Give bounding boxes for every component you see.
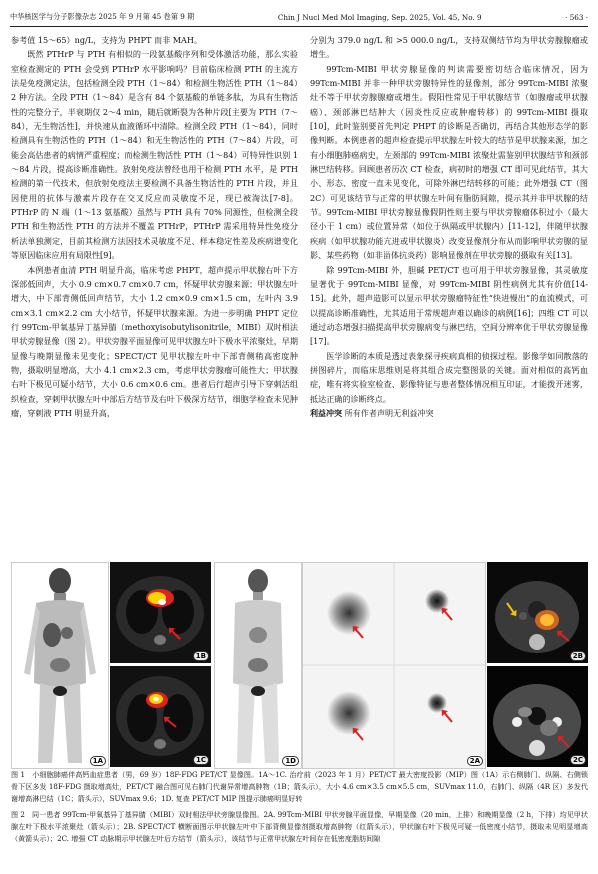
paragraph: 医学诊断的本质是透过表象探寻疾病真相的侦探过程。影像学如同散落的拼图碎片，而临床思维则是将其组合成完整图景的关键。面对相似的高钙血症，唯有将实验室检查、影像特征与患者整体情况相互印证，才能拨开迷雾，抵达正确的诊断终点。 (310, 350, 588, 404)
panel-label-2b: 2B (570, 651, 586, 661)
pet-ct-fusion-image (110, 562, 211, 663)
paragraph: 分别为 379.0 ng/L 和 >5 000.0 ng/L，支持双侧结节均为甲状旁腺腺瘤或增生。 (310, 35, 588, 60)
paragraph: 除 99Tcm-MIBI 外，胆碱 PET/CT 也可用于甲状旁腺显像，其灵敏度显著优于 99Tcm-MIBI 显像，对 99Tcm-MIBI 阴性病例尤其有价值[14-15]。此外，超声造影可以显示甲状旁腺瘤特征性“快进慢出”的血流模式，可以提高诊断准确性，尤其适用于常规超声难以确诊的病例[16]；四维 CT 可以通过动态增强扫描提高甲状旁腺病变与淋巴结，空间分辨率优于甲状旁腺显像[17]。 (310, 264, 588, 347)
journal-title-cn: 中华核医学与分子影像杂志 2025 年 9 月第 45 卷第 9 期 (10, 12, 195, 21)
header-rule (10, 26, 588, 27)
figure-2-caption: 图 2 同一患者 99Tcm-甲氧基异丁基异腈（MIBI）双时相法甲状旁腺显像图。2A. 99Tcm-MIBI 甲状旁腺平面显像，早期显像（20 min，上排）和晚期显像（2 h，下排）均见甲状腺左叶下极水平浓聚灶（箭头示）；2B. SPECT/CT 横断面图示甲状腺左叶中下部背侧显像剂摄取增高肿物（红箭头示），甲状腺右叶下极见可疑一低密度小结节，摄取未见明显增高（黄箭头示）；2C. 增强 CT 动脉期示甲状腺左叶后方结节（箭头示），该结节与正常甲状腺左叶间存在低密度脂肪间隙 (11, 810, 588, 843)
paragraph: 既然 PTHrP 与 PTH 有相似的一段氨基酸序列和受体激活功能，那么实验室检查测定的 PTH 会受到 PTHrP 水平影响吗？目前临床检测 PTH 的主流方法是免疫测定法，包括检测全段 PTH（1～84）和检测生物活性 PTH（1～84）2 种方法。全段 PTH（1～84）是含有 84 个氨基酸的单链多肽，为具有生物活性的完整分子，半衰期仅 2～4 min，随后就断裂为各种片段[主要为 PTH（7～84），无生物活性]，并快速从血液循环中清除。检测全段 PTH（1～84），同时检测具有生物活性的 PTH（1～84）和无生物活性的 PTH（7～84）片段，可能会高估患者的病情严重程度；而检测生物活性 PTH（1～84）可特异性识别 1～84 片段，提高诊断准确性。放射免疫法曾经也用于检测 PTH 水平，是 PTH 检测的第一代技术，但放射免疫法主要检测不具备生物活性的 PTH 片段，并且因使用的抗体与激素片段存在交叉反应而灵敏度不足，现已被淘汰[7-8]。PTHrP 的 N 端（1～13 氨基酸）虽然与 PTH 具有 70% 同源性，但检测全段 PTH 和生物活性 PTH 的方法并不覆盖 PTHrP，PTHrP 需采用特异性免疫分析法单独测定，目前其检测方法因技术灵敏度不足、样本稳定性差及疾病谱变化等原因临床应用有局限性[9]。 (11, 49, 298, 261)
figure-1d-panel (214, 562, 302, 769)
paragraph: 本例患者血清 PTH 明显升高，临床考虑 PHPT，超声提示甲状腺右叶下方深部低回声，大小 0.9 cm×0.7 cm×0.7 cm，怀疑甲状旁腺来源；甲状腺左叶增大，中下部背侧低回声结节，大小 1.2 cm×0.9 cm×1.5 cm，左叶内 3.9 cm×3.1 cm×2.2 cm 大小结节，怀疑甲状腺来源。为进一步明确 PHPT 定位行 99Tcm-甲氧基异丁基异腈（methoxyisobutylisonitrile，MIBI）双时相法甲状旁腺显像（图 2）。甲状旁腺平面显像可见甲状腺左叶下极水平浓聚灶，早期显像与晚期显像未见变化；SPECT/CT 见甲状腺左叶中下部背侧稍高密度肿物，摄取明显增高，大小 4.1 cm×2.3 cm，考虑甲状旁腺瘤可能性大；甲状腺右叶下极见可疑小结节，大小 0.6 cm×0.6 cm。患者后行超声引导下穿刺活组织检查，穿刺甲状腺左叶中部后方结节及右叶下极深方结节，细胞学检查未见肿瘤，穿刺液 PTH 明显升高， (11, 264, 298, 418)
panel-label-1c: 1C (193, 755, 209, 765)
figure-2a-panel (302, 562, 486, 769)
figure-2c-panel (487, 666, 588, 767)
conflict-label: 利益冲突 (310, 408, 342, 418)
pet-ct-fusion-image (110, 666, 211, 767)
mip-body-image (12, 563, 108, 768)
figure-1a-panel (11, 562, 109, 769)
conflict-statement (310, 406, 588, 421)
paragraph: 99Tcm-MIBI 甲状旁腺显像的判读需要密切结合临床情况，因为 99Tcm-MIBI 并非一种甲状旁腺特异性的显像剂，部分 99Tcm-MIBI 浓聚灶不等于甲状旁腺腺瘤或增生。假阳性常见于甲状腺结节（如腺瘤或甲状腺癌）、颈部淋巴结肿大（因炎性反应或肿瘤转移）的 99Tcm-MIBI 摄取[10]，此时鉴别要首先判定 PHPT 的诊断是否确切，再结合其他形态学的影像判断。本例患者的超声检查提示甲状腺左叶较大的结节是甲状腺来源，加之有小细胞肺癌病史，左颈部的 99Tcm-MIBI 浓聚灶需鉴别甲状腺结节和颈部淋巴结转移。回顾患者历次 CT 检查，病初时的增强 CT 即可见此结节，其大小、形态、密度一直未见变化，可除外淋巴结转移的可能；此外增强 CT（图 2C）可见该结节与正常的甲状腺左叶间有脂肪间隙，提示其并非甲状腺的结节。99Tcm-MIBI 甲状旁腺显像假阴性则主要与甲状旁腺瘤体积过小（最大径小于 1 cm）或位置异常（如位于纵隔或甲状腺内）[11-12]，伴随甲状腺疾病（如甲状腺功能亢进或甲状腺炎）改变显像剂分布从而影响甲状旁腺的显影、某些药物（如非甾体抗炎药）影响显像剂在甲状旁腺的摄取有关[13]。 (310, 63, 588, 261)
figure-1-caption: 图 1 小细胞肺癌伴高钙血症患者（男，69 岁）18F-FDG PET/CT 显像图。1A～1C. 治疗前（2023 年 1 月）PET/CT 最大密度投影（MIP）图（1A）示右侧肺门、纵隔、右侧锁骨下区多发 18F-FDG 摄取增高灶，PET/CT 融合图可见右肺门代谢异常增高肿物（1B；箭头示），大小 4.6 cm×3.5 cm×5.5 cm，SUVmax 11.0，右肺门、纵隔（4R 区）多发代谢增高淋巴结（1C；箭头示），SUVmax 9.6；1D. 复查 PET/CT MIP 图提示肺癌明显好转 (11, 770, 588, 803)
spect-ct-image (487, 562, 588, 663)
running-header (10, 10, 588, 24)
panel-label-1a: 1A (90, 756, 106, 766)
enhanced-ct-image (487, 666, 588, 767)
figure-1b-panel (110, 562, 211, 663)
mip-body-image (215, 563, 301, 768)
left-column (11, 33, 298, 420)
journal-title-en: Chin J Nucl Med Mol Imaging, Sep. 2025, Vol. 45, No. 9 (277, 12, 482, 22)
panel-label-1b: 1B (193, 651, 209, 661)
panel-label-1d: 1D (282, 756, 299, 766)
right-column (310, 33, 588, 421)
figure-1c-panel (110, 666, 211, 767)
conflict-text: 所有作者声明无利益冲突 (344, 407, 434, 418)
panel-label-2c: 2C (570, 755, 586, 765)
paragraph: 参考值 15～65）ng/L，支持为 PHPT 而非 MAH。 (11, 35, 203, 45)
page-number: · 563 · (565, 12, 588, 22)
figure-2b-panel (487, 562, 588, 663)
planar-scintigraphy-image (303, 563, 485, 768)
panel-label-2a: 2A (467, 756, 483, 766)
